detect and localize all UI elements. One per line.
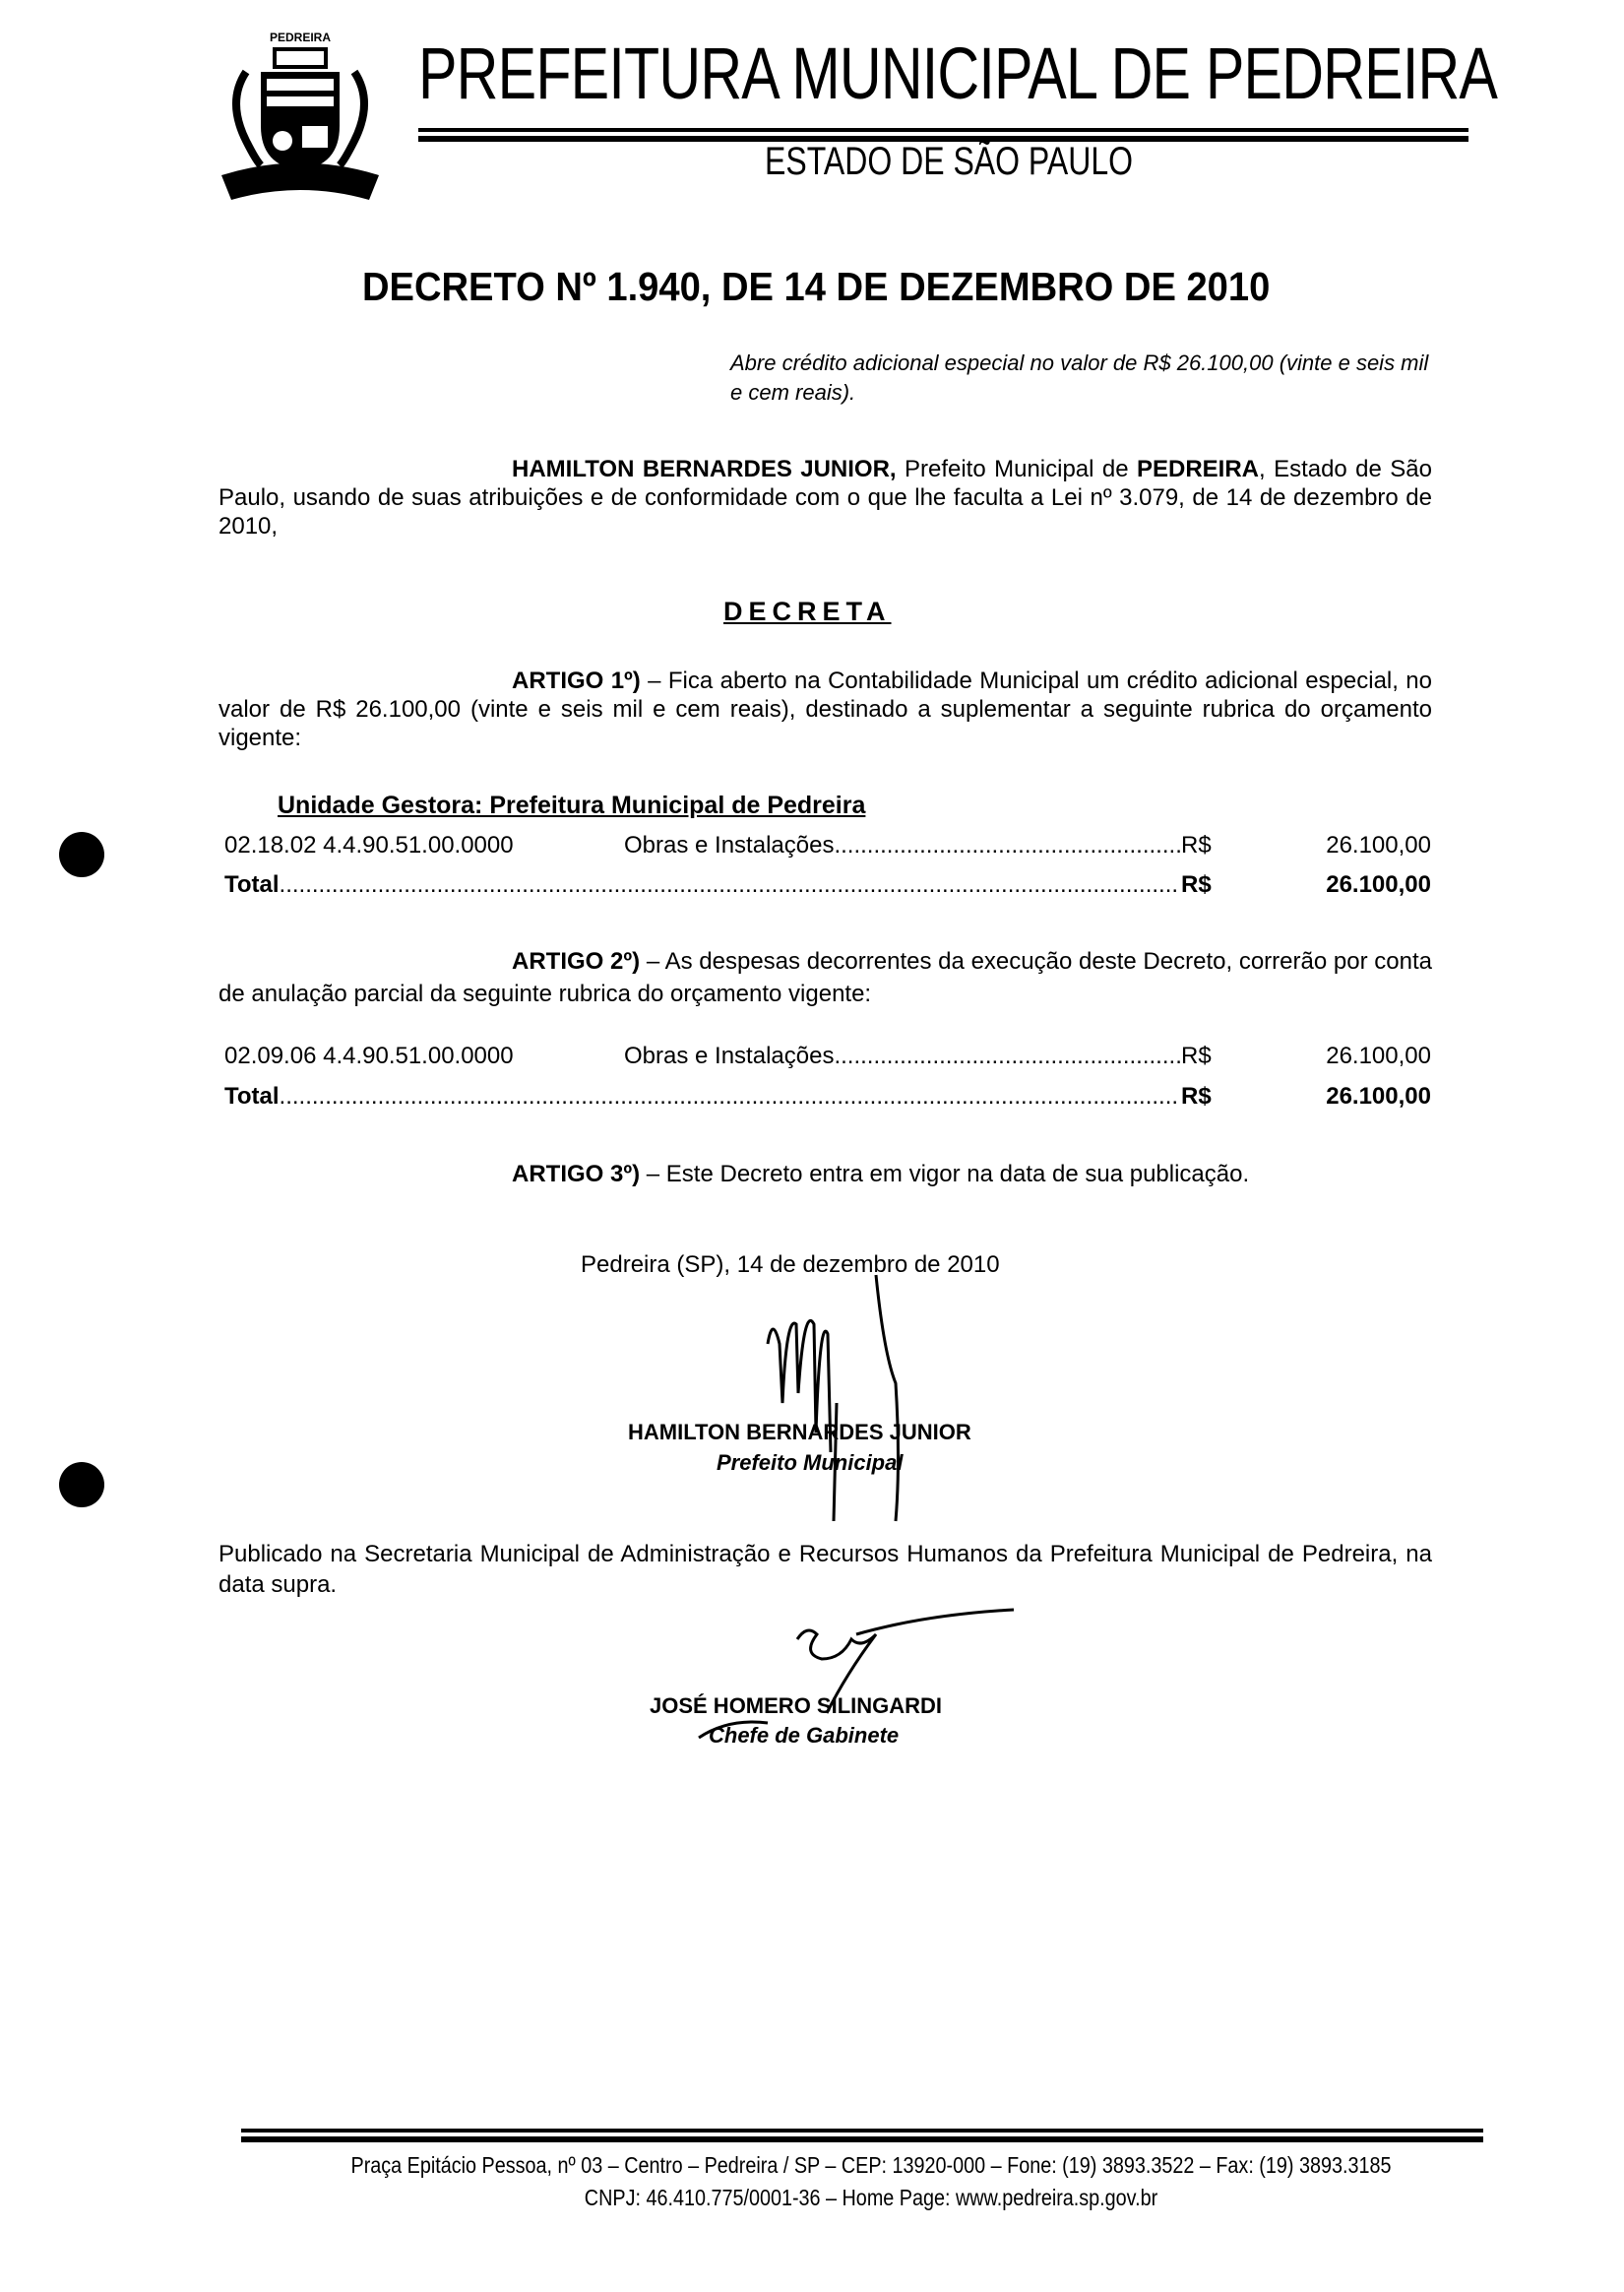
unidade-gestora-heading: Unidade Gestora: Prefeitura Municipal de Pedreira (278, 792, 866, 819)
preamble-text: Prefeito Municipal de (896, 456, 1137, 482)
currency: R$ (1181, 871, 1212, 898)
total-amount: 26.100,00 (1326, 1083, 1431, 1110)
coat-of-arms-icon (212, 28, 389, 203)
budget-code: 02.09.06 4.4.90.51.00.0000 (224, 1043, 514, 1069)
article-3 (219, 1160, 1432, 1188)
page-subtitle: ESTADO DE SÃO PAULO (765, 140, 1134, 183)
total-label-text: Total (224, 871, 280, 898)
currency: R$ (1181, 832, 1212, 859)
currency: R$ (1181, 1083, 1212, 1110)
hole-punch (59, 1462, 104, 1507)
article-text: – Este Decreto entra em vigor na data de sua publicação. (640, 1161, 1250, 1187)
budget-row (224, 832, 1431, 863)
hole-punch (59, 832, 104, 877)
total-amount: 26.100,00 (1326, 871, 1431, 898)
chief-name: JOSÉ HOMERO SILINGARDI (650, 1693, 943, 1718)
place-date: Pedreira (SP), 14 de dezembro de 2010 (581, 1251, 1000, 1278)
budget-total-row (224, 1083, 1431, 1114)
article-label: ARTIGO 1º) (512, 668, 641, 694)
publication-note (219, 1539, 1432, 1600)
signature-mayor (738, 1265, 935, 1531)
decree-heading: DECRETO Nº 1.940, DE 14 DE DEZEMBRO DE 2010 (362, 264, 1271, 309)
decree-ementa: Abre crédito adicional especial no valor de R$ 26.100,00 (vinte e seis mil e cem reais). (730, 350, 1429, 405)
article-2 (219, 945, 1432, 1010)
decreta-heading: DECRETA (723, 597, 892, 626)
amount: 26.100,00 (1326, 832, 1431, 859)
budget-code: 02.18.02 4.4.90.51.00.0000 (224, 832, 514, 859)
preamble-text: , Estado de São Paulo, usando de suas atribuições e de conformidade com o que lhe faculta a Lei nº 3.079, de 14 de dezembro de 2010, (219, 456, 1432, 540)
article-text: – As despesas decorrentes da execução deste Decreto, correrão por conta de anulação parcial da seguinte rubrica do orçamento vigente: (219, 948, 1432, 1007)
chief-role: Chefe de Gabinete (709, 1723, 900, 1748)
preamble-name: HAMILTON BERNARDES JUNIOR, (512, 456, 897, 482)
budget-description-text: Obras e Instalações (624, 1043, 835, 1069)
budget-row (224, 1043, 1431, 1074)
emblem-label: PEDREIRA (269, 31, 332, 44)
total-label (224, 871, 1180, 899)
currency: R$ (1181, 1043, 1212, 1069)
mayor-name: HAMILTON BERNARDES JUNIOR (628, 1420, 971, 1444)
budget-description-text: Obras e Instalações (624, 832, 835, 859)
footer-rule (241, 2136, 1483, 2142)
article-label: ARTIGO 2º) (512, 948, 641, 975)
total-label (224, 1083, 1180, 1111)
publication-text: Publicado na Secretaria Municipal de Administração e Recursos Humanos da Prefeitura Municipal de Pedreira, na data supra. (219, 1541, 1432, 1598)
preamble-city: PEDREIRA (1136, 456, 1259, 482)
footer-rule (241, 2129, 1483, 2133)
municipal-emblem (212, 28, 389, 203)
budget-total-row (224, 871, 1431, 903)
article-text: – Fica aberto na Contabilidade Municipal um crédito adicional especial, no valor de R$ 26.100,00 (vinte e seis mil e cem reais), destinado a suplementar a seguinte rubrica do orçamento vigente: (219, 668, 1432, 751)
budget-description (624, 1043, 1180, 1070)
preamble-paragraph (219, 455, 1432, 541)
article-label: ARTIGO 3º) (512, 1161, 641, 1187)
footer-address: Praça Epitácio Pessoa, nº 03 – Centro – Pedreira / SP – CEP: 13920-000 – Fone: (19) 3893.3522 – Fax: (19) 3893.3185 (350, 2152, 1392, 2178)
footer-cnpj: CNPJ: 46.410.775/0001-36 – Home Page: www.pedreira.sp.gov.br (584, 2185, 1158, 2210)
mayor-role: Prefeito Municipal (717, 1450, 904, 1475)
amount: 26.100,00 (1326, 1043, 1431, 1069)
header-rule (418, 128, 1468, 132)
budget-description (624, 832, 1180, 860)
article-1 (219, 667, 1432, 752)
total-label-text: Total (224, 1083, 280, 1110)
page-title: PREFEITURA MUNICIPAL DE PEDREIRA (418, 32, 1498, 114)
